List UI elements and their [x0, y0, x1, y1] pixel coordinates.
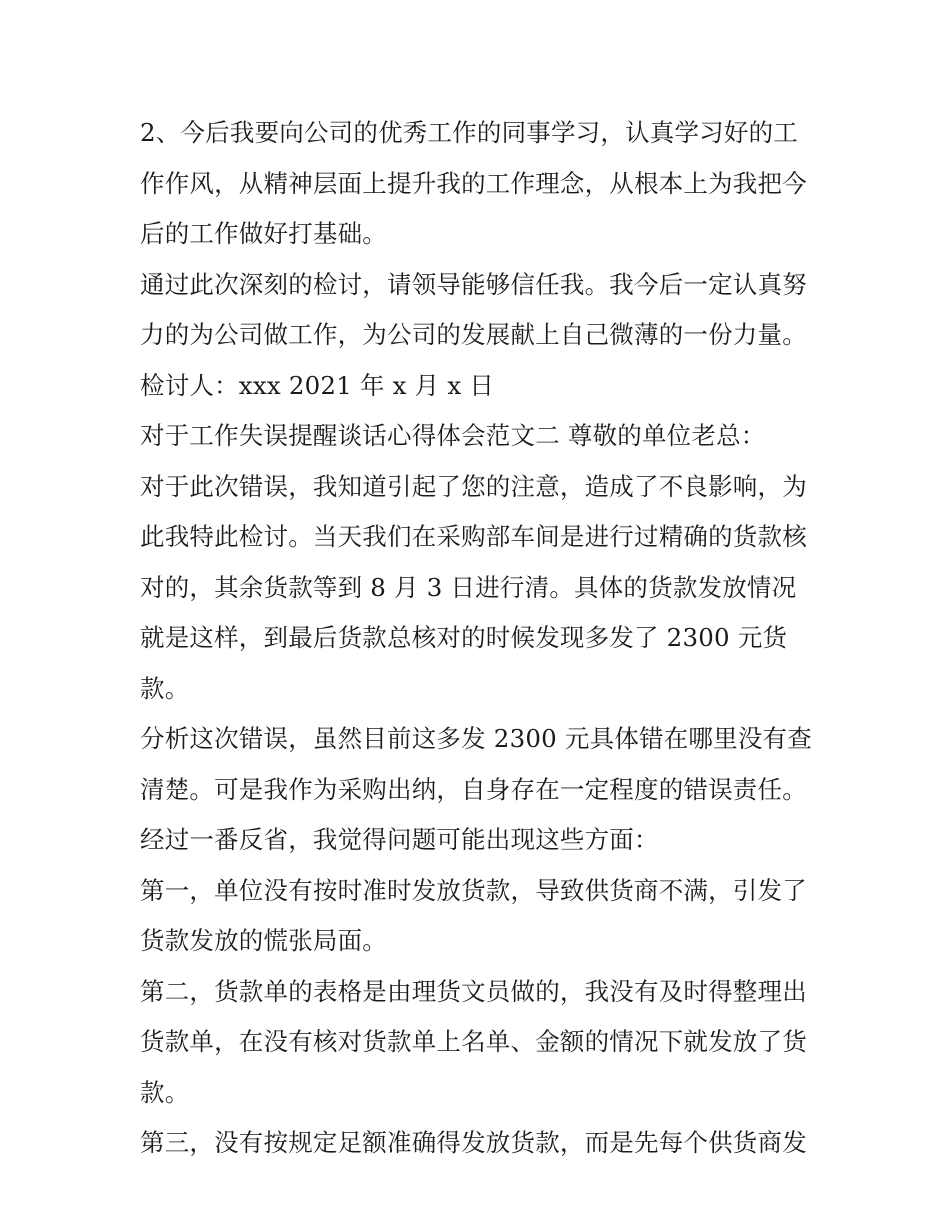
- paragraph-point-third: 第三，没有按规定足额准确得发放货款，而是先每个供货商发: [140, 1128, 807, 1157]
- paragraph-point-2: 2、今后我要向公司的优秀工作的同事学习，认真学习好的工作作风，从精神层面上提升我的工作理念，从根本上为我把今后的工作做好打基础。: [140, 118, 807, 248]
- paragraph-incident-description: 对于此次错误，我知道引起了您的注意，造成了不良影响，为此我特此检讨。当天我们在采购部车间是进行过精确的货款核对的，其余货款等到 8 月 3 日进行清。具体的货款发放情况就是这样，到最后货款总核对的时候发现多发了 2300 元货款。: [140, 471, 807, 703]
- paragraph-reflection-intro: 经过一番反省，我觉得问题可能出现这些方面：: [140, 825, 659, 854]
- paragraph-signature: 检讨人：xxx 2021 年 x 月 x 日: [140, 370, 495, 400]
- paragraph-analysis: 分析这次错误，虽然目前这多发 2300 元具体错在哪里没有查清楚。可是我作为采购出纳，自身存在一定程度的错误责任。: [140, 724, 812, 804]
- document-body: [140, 108, 820, 1169]
- paragraph-closing-request: 通过此次深刻的检讨，请领导能够信任我。我今后一定认真努力的为公司做工作，为公司的发展献上自己微薄的一份力量。: [140, 269, 807, 349]
- paragraph-point-first: 第一，单位没有按时准时发放货款，导致供货商不满，引发了货款发放的慌张局面。: [140, 875, 807, 955]
- paragraph-point-second: 第二，货款单的表格是由理货文员做的，我没有及时得整理出货款单，在没有核对货款单上名单、金额的情况下就发放了货款。: [140, 976, 807, 1107]
- paragraph-sample-two-heading: 对于工作失误提醒谈话心得体会范文二 尊敬的单位老总：: [140, 421, 766, 450]
